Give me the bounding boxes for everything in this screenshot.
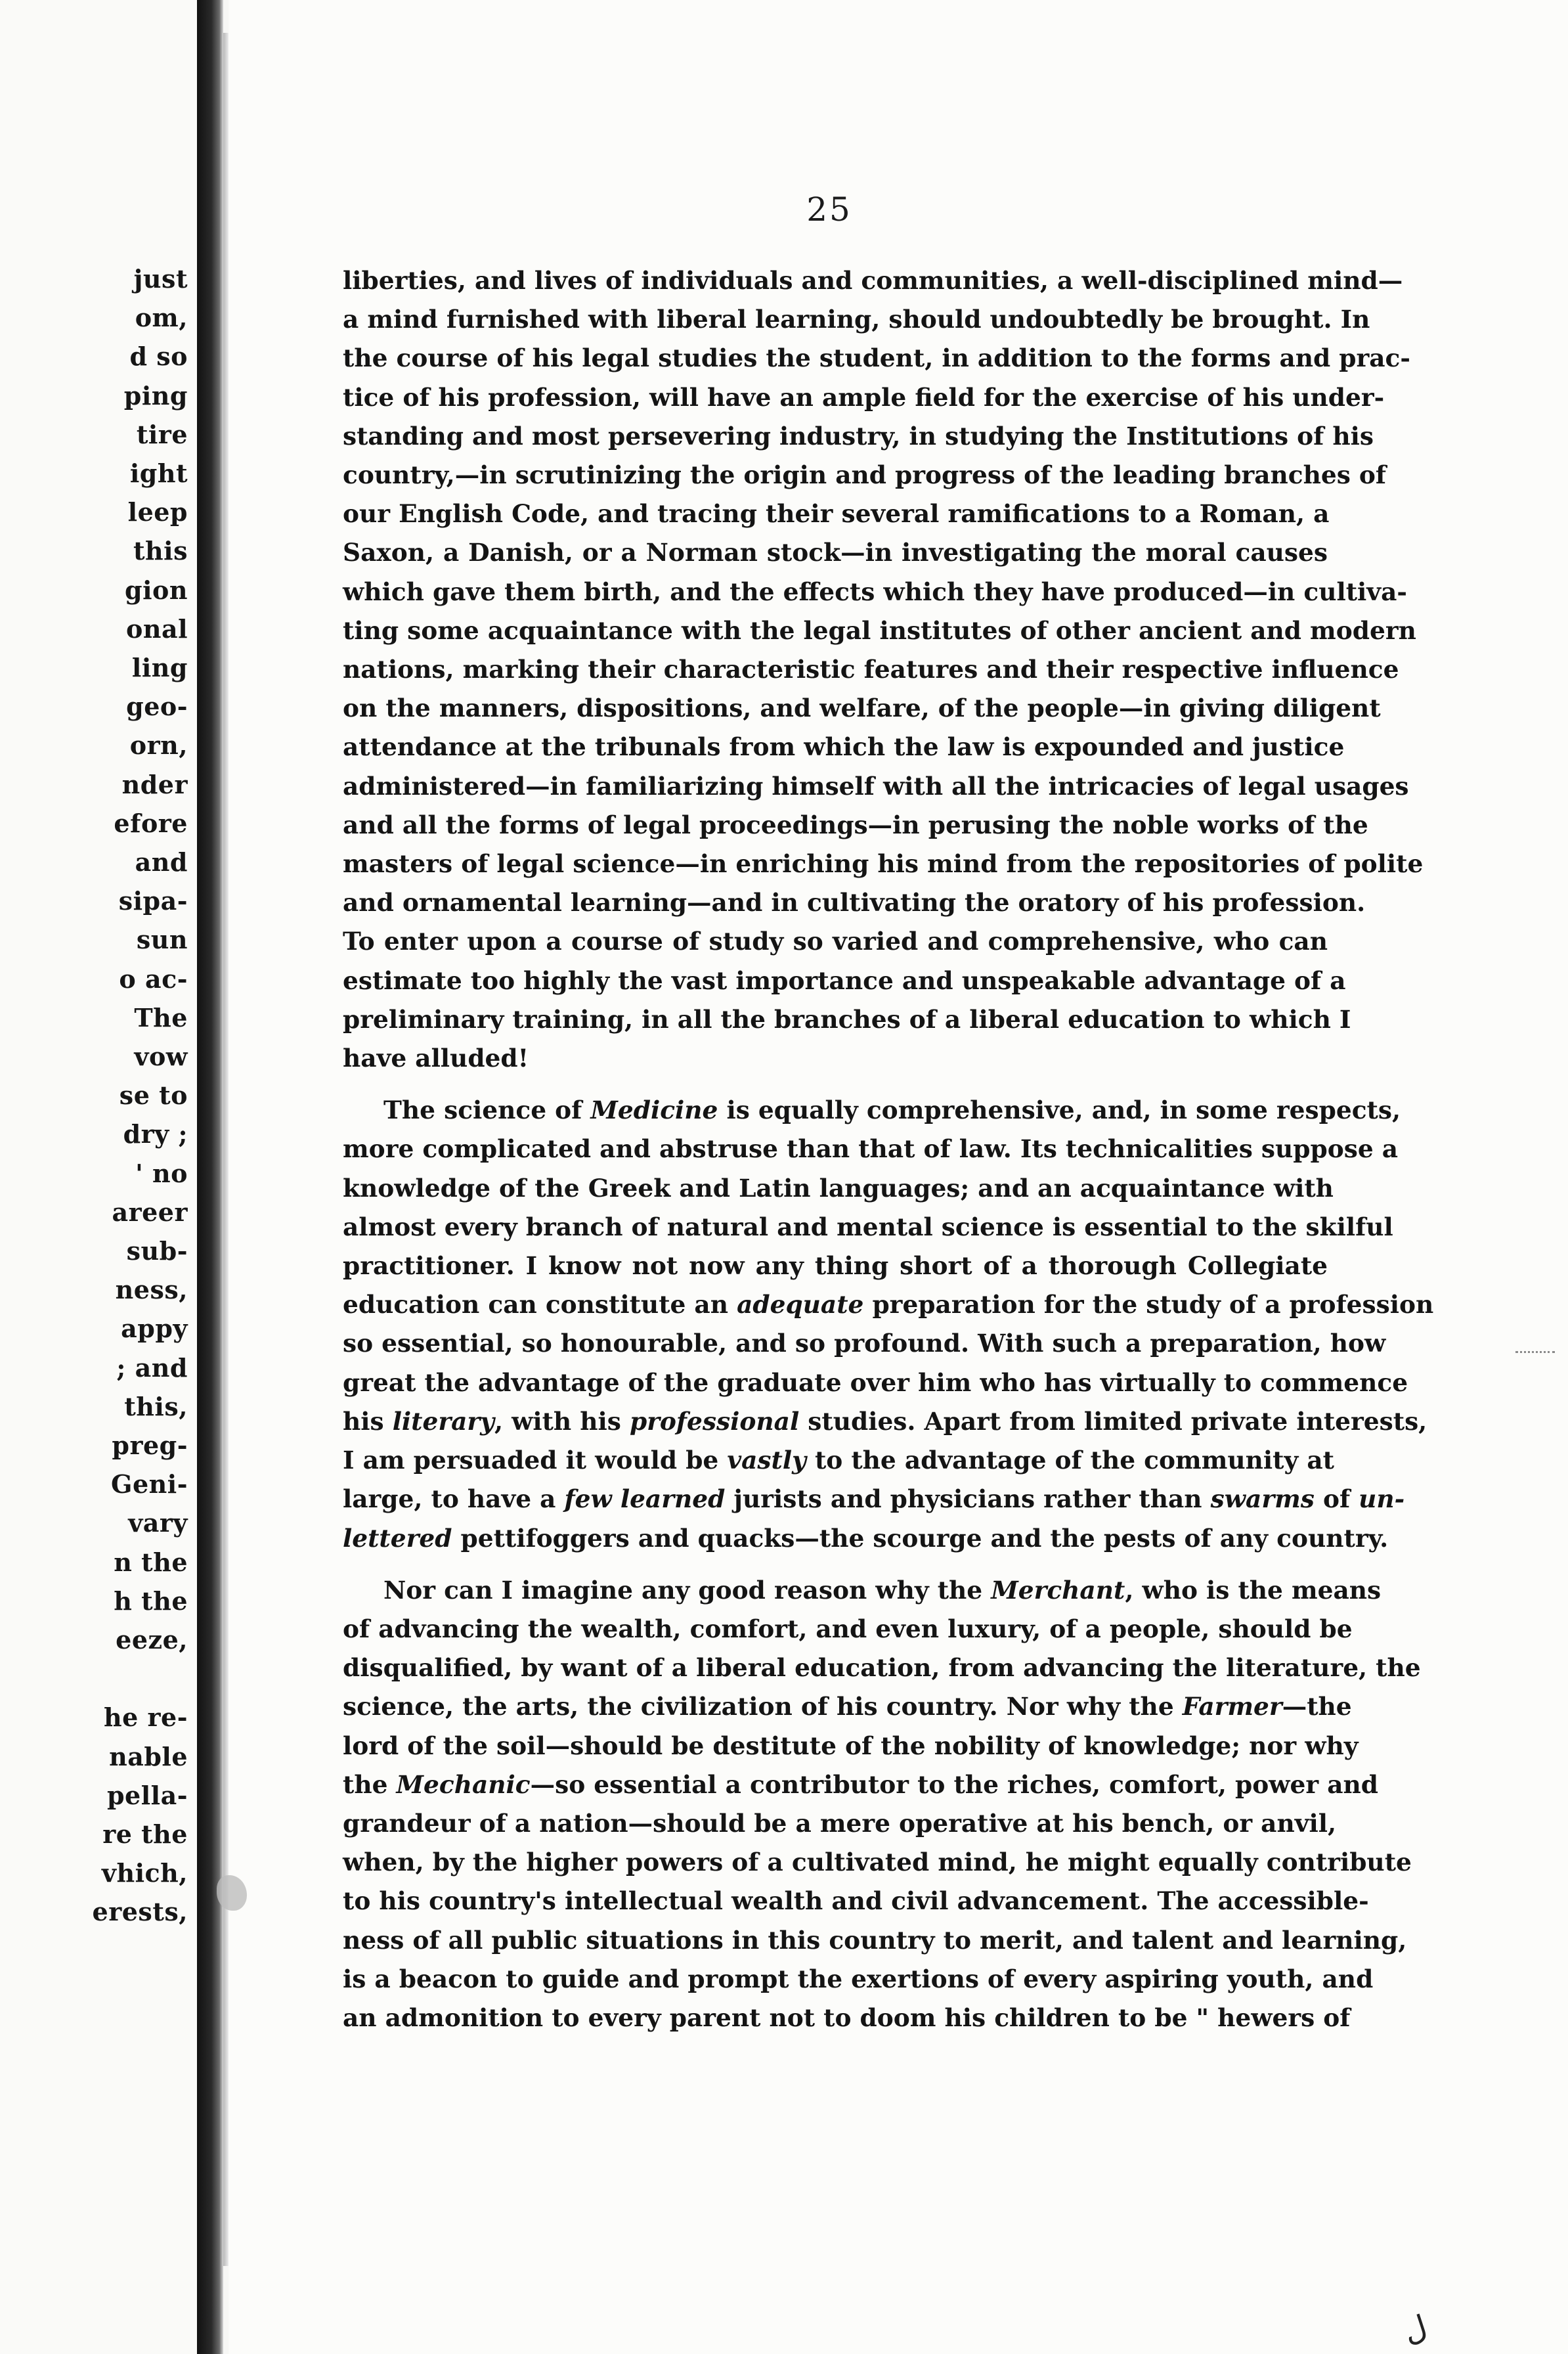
emphasis: lettered [343,1523,452,1553]
left-page-text-fragment: tire [136,419,188,449]
text-line: great the advantage of the graduate over him who has virtually to commence [343,1367,1408,1397]
left-page-text-fragment: onal [125,613,188,644]
text-line: disqualified, by want of a liberal education, from advancing the literature, the [343,1653,1421,1683]
emphasis: vastly [727,1446,806,1475]
text-line: To enter upon a course of study so varied and comprehensive, who can [343,927,1328,956]
left-page-text-fragment: pella- [106,1780,188,1810]
left-page-text-fragment: nable [109,1741,188,1771]
left-page-text-fragment: sun [136,925,188,955]
text-line: ting some acquaintance with the legal institutes of other ancient and modern [343,615,1416,645]
text-line: an admonition to every parent not to doom his children to be " hewers of [343,2003,1351,2032]
emphasis: swarms [1210,1484,1315,1514]
left-page-text-fragment: vary [128,1508,188,1538]
text-line: is a beacon to guide and prompt the exertions of every aspiring youth, and [343,1964,1374,1993]
left-page-text-fragment: h the [114,1586,188,1616]
text-line: his literary, with his professional studies. Apart from limited private interests, [343,1406,1427,1436]
left-page-text-fragment: eeze, [116,1625,188,1654]
text-line: ness of all public situations in this country to merit, and talent and learning, [343,1925,1407,1955]
text-line: and ornamental learning—and in cultivating the oratory of his profession. [343,888,1366,918]
text-line: tice of his profession, will have an ample field for the exercise of his under- [343,382,1385,412]
left-page-text-fragment: orn, [129,730,188,761]
left-page-text-fragment: ling [131,653,188,682]
text-line: preliminary training, in all the branches of a liberal education to which I [343,1004,1351,1034]
text-line: which gave them birth, and the effects which they have produced—in cultiva- [343,577,1407,606]
left-page-text-fragment: sub- [126,1236,188,1266]
page-number: 25 [806,190,852,229]
text-line: estimate too highly the vast importance and unspeakable advantage of a [343,966,1346,995]
left-page-text-fragment: efore [114,808,188,838]
text-line: on the manners, dispositions, and welfare, of the people—in giving diligent [343,694,1381,723]
text-line: our English Code, and tracing their several ramifications to a Roman, a [343,499,1330,529]
paragraph-merchant-farmer-mechanic [343,1571,1421,2037]
text-line: almost every branch of natural and mental science is essential to the skilful [343,1212,1393,1241]
text-line: to his country's intellectual wealth and civil advancement. The accessible- [343,1886,1369,1916]
text-line: science, the arts, the civilization of his country. Nor why the Farmer—the [343,1692,1352,1721]
text-line: lettered pettifoggers and quacks—the scourge and the pests of any country. [343,1523,1389,1553]
text-line: lord of the soil—should be destitute of the nobility of knowledge; nor why [343,1731,1359,1760]
text-line: Nor can I imagine any good reason why the Merchant, who is the means [383,1575,1382,1605]
left-page-text-fragment: just [133,264,188,294]
text-line: The science of Medicine is equally comprehensive, and, in some respects, [383,1096,1401,1125]
text-line: a mind furnished with liberal learning, should undoubtedly be brought. In [343,305,1370,334]
text-line: standing and most persevering industry, in studying the Institutions of his [343,421,1374,451]
text-line: attendance at the tribunals from which the law is expounded and justice [343,732,1345,762]
page-gutter [223,33,229,2266]
text-line: the course of his legal studies the student, in addition to the forms and prac- [343,344,1410,373]
left-page-text-fragment: areer [112,1197,188,1227]
paragraph-law-studies [343,261,1424,1078]
left-page-text-fragment: gion [125,575,188,605]
emphasis: un- [1359,1484,1405,1514]
text-line: nations, marking their characteristic features and their respective influence [343,655,1399,684]
left-page-text-fragment: sipa- [118,886,188,916]
emphasis: literary [392,1406,494,1436]
left-page-text-fragment: preg- [112,1431,188,1460]
emphasis: few learned [564,1484,726,1514]
text-line: Saxon, a Danish, or a Norman stock—in investigating the moral causes [343,538,1328,567]
left-page-text-fragment: leep [127,497,188,527]
text-line: practitioner. I know not now any thing short of a thorough Collegiate [343,1251,1328,1281]
left-page-text-fragment: dry ; [123,1119,188,1149]
left-page-text-fragment: nder [121,769,188,799]
left-page-text-fragment: re the [102,1819,188,1849]
left-page-text-fragment: ping [123,380,188,411]
text-line: and all the forms of legal proceedings—in perusing the noble works of the [343,810,1368,839]
left-page-text-fragment: and [135,847,188,877]
emphasis: Mechanic [396,1769,531,1799]
left-page-text-fragment: this [133,536,188,566]
book-spine-shadow [197,0,223,2354]
left-page-text-fragment: ness, [115,1275,188,1305]
left-page-text-fragment: ight [129,458,188,488]
left-page-text-fragment: n the [114,1547,188,1577]
text-line: education can constitute an adequate preparation for the study of a profession [343,1290,1434,1320]
text-line: have alluded! [343,1044,529,1073]
text-line: country,—in scrutinizing the origin and progress of the leading branches of [343,460,1387,490]
left-page-text-fragment: vow [134,1042,188,1071]
left-page-text-fragment: se to [119,1080,188,1111]
text-line: grandeur of a nation—should be a mere operative at his bench, or anvil, [343,1808,1337,1838]
left-page-text-fragment: o ac- [119,964,188,994]
left-page-text-fragment: appy [121,1314,188,1344]
text-line: knowledge of the Greek and Latin languages; and an acquaintance with [343,1173,1334,1203]
page-body-text [343,261,1434,2037]
text-line: large, to have a few learned jurists and physicians rather than swarms of un- [343,1484,1405,1514]
scan-artifact [1515,1351,1555,1356]
left-page-text-fragment: he re- [103,1702,188,1733]
left-page-text-fragment: geo- [126,692,188,722]
left-page-text-fragment: ' no [135,1158,188,1188]
paragraph-medicine [343,1091,1434,1557]
left-page-text-fragment: erests, [92,1897,188,1927]
text-line: masters of legal science—in enriching his mind from the repositories of polite [343,849,1424,879]
text-line: liberties, and lives of individuals and communities, a well-disciplined mind— [343,266,1403,295]
text-line: administered—in familiarizing himself with all the intricacies of legal usages [343,771,1409,801]
emphasis: professional [629,1406,800,1436]
left-page-text-fragment: this, [124,1391,188,1421]
left-page-edge [0,0,197,2354]
text-line: so essential, so honourable, and so profound. With such a preparation, how [343,1329,1386,1358]
left-page-text-fragment: Geni- [111,1469,188,1499]
left-page-text-fragment: The [134,1002,188,1033]
left-page-text-fragment: d so [129,342,188,372]
emphasis: Farmer [1182,1692,1282,1721]
text-line: when, by the higher powers of a cultivated mind, he might equally contribute [343,1848,1412,1877]
emphasis: Merchant [991,1575,1125,1605]
text-line: more complicated and abstruse than that of law. Its technicalities suppose a [343,1134,1399,1164]
left-page-text-fragment: om, [135,303,188,333]
text-line: the Mechanic—so essential a contributor to the riches, comfort, power and [343,1769,1378,1799]
left-page-text-fragment: ; and [116,1352,188,1383]
emphasis: adequate [737,1290,864,1320]
text-line: of advancing the wealth, comfort, and even luxury, of a people, should be [343,1614,1353,1643]
corner-ink-mark: ل [1399,2307,1432,2351]
left-page-text-fragment: vhich, [101,1858,188,1888]
text-line: I am persuaded it would be vastly to the advantage of the community at [343,1446,1334,1475]
emphasis: Medicine [590,1096,718,1125]
